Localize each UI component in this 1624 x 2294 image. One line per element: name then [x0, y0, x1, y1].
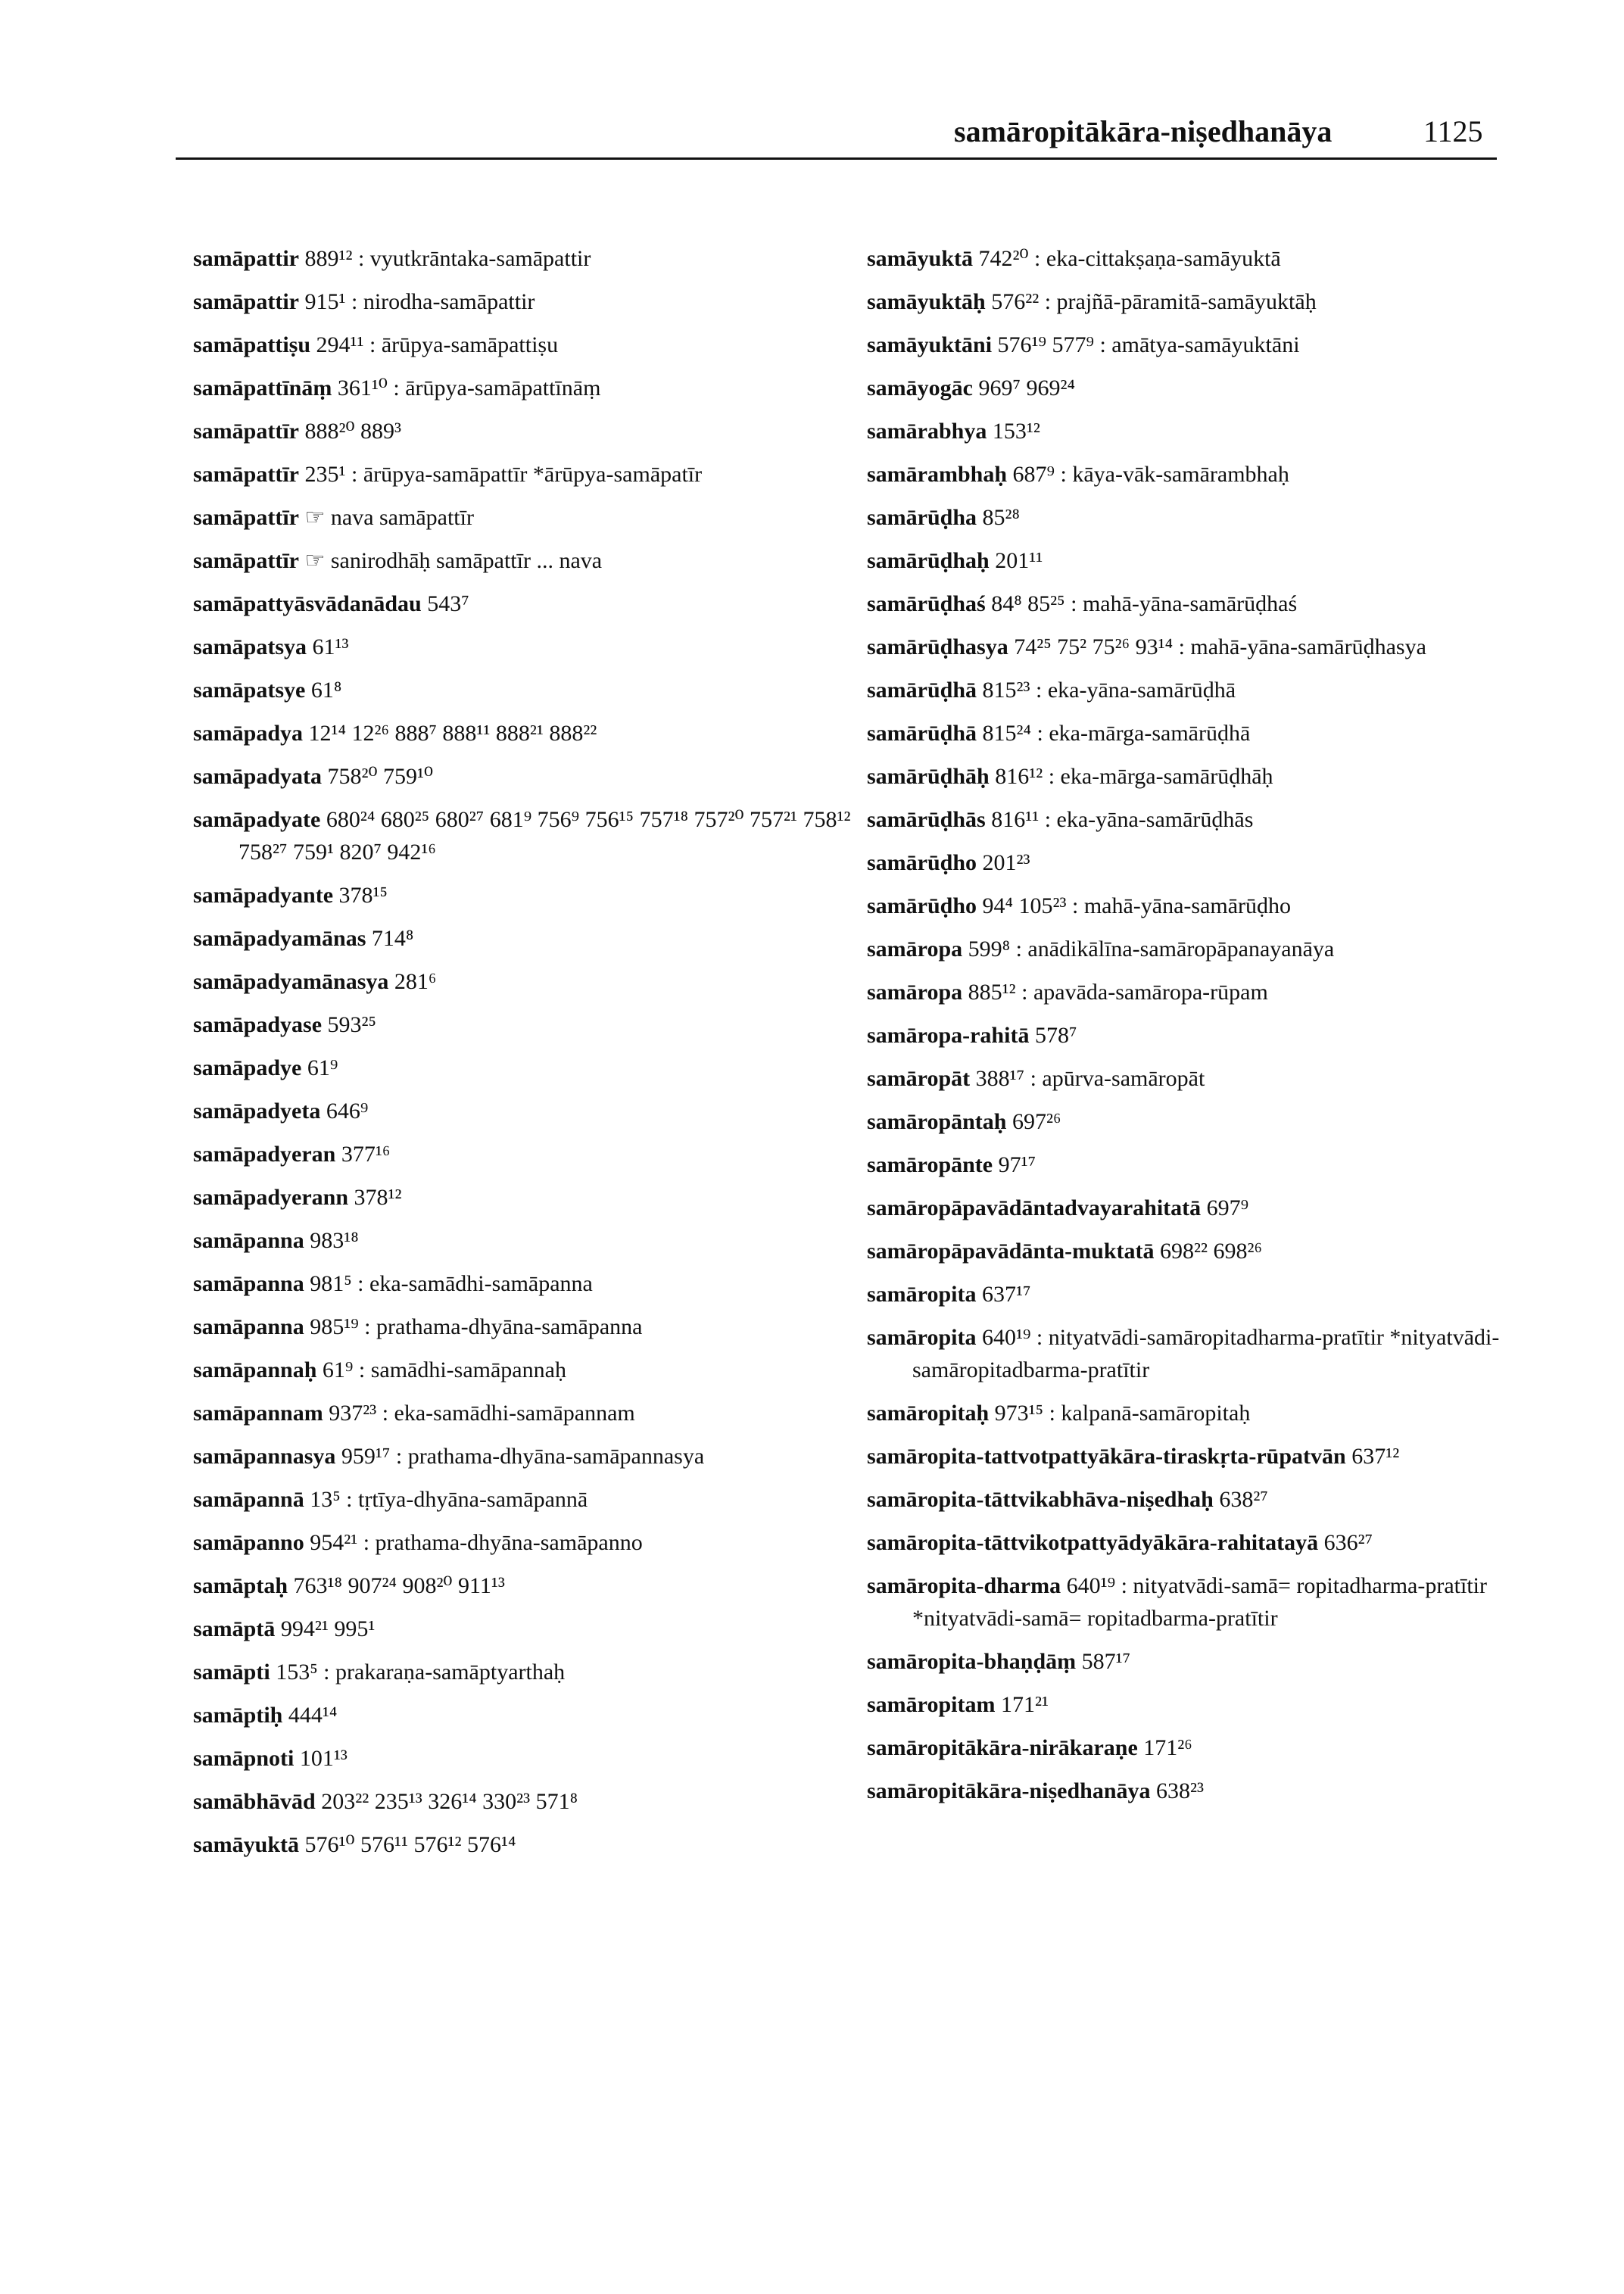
index-entry: [867, 1105, 1533, 1138]
index-entry: [193, 1742, 859, 1775]
index-entry: [867, 1526, 1533, 1559]
entry-headword: samāpadyeta: [193, 1099, 321, 1124]
entry-references: 294¹¹ : ārūpya-samāpattiṣu: [316, 332, 559, 357]
entry-references: 171²⁶: [1143, 1735, 1192, 1760]
index-entry: [867, 1483, 1533, 1516]
index-entry: [867, 1278, 1533, 1311]
entry-references: 973¹⁵ : kalpanā-samāropitaḥ: [994, 1401, 1251, 1426]
entry-references: 697⁹: [1206, 1195, 1249, 1220]
entry-headword: samāpadyeran: [193, 1142, 336, 1167]
entry-headword: samāpattīr: [193, 419, 299, 444]
index-entry: [867, 588, 1533, 620]
entry-headword: samārambhaḥ: [867, 462, 1008, 487]
index-entry: [867, 1149, 1533, 1181]
index-entry: [193, 1785, 859, 1818]
entry-headword: samāropitākāra-nirākaraṇe: [867, 1735, 1138, 1760]
entry-references: 889¹² : vyutkrāntaka-samāpattir: [304, 246, 591, 271]
entry-references: 235¹ : ārūpya-samāpattīr *ārūpya-samāpatīr: [304, 462, 703, 487]
index-entry: [193, 458, 859, 491]
right-column: [867, 242, 1533, 1818]
entry-headword: samāropita: [867, 1325, 977, 1350]
entry-headword: samāyuktā: [193, 1832, 300, 1857]
entry-references: 758²⁰ 759¹⁰: [327, 764, 434, 789]
entry-references: 281⁶: [394, 969, 437, 994]
entry-headword: samāpanna: [193, 1271, 304, 1296]
entry-headword: samāropita: [867, 1282, 977, 1307]
index-entry: [193, 1267, 859, 1300]
entry-references: 638²⁷: [1219, 1487, 1268, 1512]
entry-references: 698²² 698²⁶: [1160, 1239, 1262, 1264]
entry-headword: samāropita-bhaṇḍāṃ: [867, 1649, 1077, 1674]
entry-references: 636²⁷: [1323, 1530, 1373, 1555]
index-entry: [867, 846, 1533, 879]
entry-references: 94⁴ 105²³ : mahā-yāna-samārūḍho: [982, 893, 1292, 918]
entry-headword: samāptā: [193, 1616, 276, 1641]
entry-headword: samārūḍho: [867, 850, 977, 875]
entry-headword: samāpadyamānas: [193, 926, 366, 951]
index-entry: [193, 965, 859, 998]
entry-references: 61¹³: [312, 634, 349, 659]
entry-references: 637¹⁷: [981, 1282, 1031, 1307]
entry-headword: samāropa-rahitā: [867, 1023, 1030, 1048]
index-entry: [193, 922, 859, 955]
entry-references: 171²¹: [1000, 1692, 1049, 1717]
entry-references: 587¹⁷: [1081, 1649, 1131, 1674]
index-entry: [193, 1656, 859, 1688]
index-entry: [193, 501, 859, 534]
index-entry: [867, 760, 1533, 793]
entry-references: 593²⁵: [327, 1012, 376, 1037]
index-entry: [867, 803, 1533, 836]
entry-headword: samāpattīr: [193, 548, 299, 573]
entry-headword: samāpatsya: [193, 634, 307, 659]
entry-references: 981⁵ : eka-samādhi-samāpanna: [310, 1271, 593, 1296]
header-rule: [176, 157, 1497, 160]
index-entry: [867, 1440, 1533, 1473]
entry-headword: samāropitaḥ: [867, 1401, 990, 1426]
entry-headword: samārūḍhā: [867, 721, 977, 746]
entry-references: 885¹² : apavāda-samāropa-rūpam: [968, 980, 1268, 1005]
entry-headword: samāpannam: [193, 1401, 323, 1426]
entry-references: 714⁸: [371, 926, 414, 951]
entry-references: 576¹⁰ 576¹¹ 576¹² 576¹⁴: [304, 1832, 516, 1857]
entry-headword: samāpattiṣu: [193, 332, 311, 357]
entry-references: 954²¹ : prathama-dhyāna-samāpanno: [310, 1530, 643, 1555]
entry-references: 578⁷: [1034, 1023, 1077, 1048]
index-entry: [193, 372, 859, 404]
entry-references: 84⁸ 85²⁵ : mahā-yāna-samārūḍhaś: [991, 591, 1298, 616]
entry-references: 697²⁶: [1011, 1109, 1061, 1134]
entry-headword: samāpanna: [193, 1228, 304, 1253]
entry-headword: samāyogāc: [867, 376, 973, 401]
index-entry: [193, 879, 859, 912]
entry-headword: samāpatsye: [193, 678, 306, 703]
index-entry: [867, 242, 1533, 275]
entry-headword: samāpattir: [193, 246, 299, 271]
entry-references: 201²³: [982, 850, 1030, 875]
index-entry: [867, 415, 1533, 447]
entry-references: 203²² 235¹³ 326¹⁴ 330²³ 571⁸: [321, 1789, 578, 1814]
entry-headword: samārabhya: [867, 419, 987, 444]
entry-references: 985¹⁹ : prathama-dhyāna-samāpanna: [310, 1314, 643, 1339]
entry-headword: samāpattyāsvādanādau: [193, 591, 422, 616]
entry-references: 74²⁵ 75² 75²⁶ 93¹⁴ : mahā-yāna-samārūḍhasya: [1014, 634, 1426, 659]
entry-references: 915¹ : nirodha-samāpattir: [304, 289, 535, 314]
index-entry: [867, 1397, 1533, 1429]
index-entry: [867, 1321, 1533, 1386]
entry-references: 444¹⁴: [288, 1703, 338, 1728]
entry-headword: samāropita-tāttvikotpattyādyākāra-rahitatayā: [867, 1530, 1319, 1555]
entry-headword: samāpadyata: [193, 764, 323, 789]
entry-references: 646⁹: [326, 1099, 369, 1124]
index-entry: [867, 329, 1533, 361]
index-entry: [867, 933, 1533, 965]
entry-headword: samāpanno: [193, 1530, 304, 1555]
index-entry: [867, 631, 1533, 663]
index-entry: [867, 1775, 1533, 1807]
entry-headword: samāpadyante: [193, 883, 334, 908]
index-entry: [193, 717, 859, 750]
entry-references: 742²⁰ : eka-cittakṣaṇa-samāyuktā: [978, 246, 1281, 271]
entry-references: ☞ nava samāpattīr: [304, 505, 474, 530]
running-header: samāropitākāra-niṣedhanāya: [954, 114, 1333, 148]
index-entry: [193, 1828, 859, 1861]
entry-references: 13⁵ : tṛtīya-dhyāna-samāpannā: [310, 1487, 588, 1512]
entry-headword: samāpanna: [193, 1314, 304, 1339]
index-entry: [193, 285, 859, 318]
index-entry: [193, 415, 859, 447]
entry-references: 815²³ : eka-yāna-samārūḍhā: [982, 678, 1236, 703]
entry-headword: samārūḍhasya: [867, 634, 1008, 659]
entry-references: 85²⁸: [982, 505, 1020, 530]
entry-references: 201¹¹: [995, 548, 1043, 573]
entry-headword: samāropa: [867, 980, 963, 1005]
index-entry: [867, 1645, 1533, 1678]
index-entry: [867, 890, 1533, 922]
index-entry: [193, 588, 859, 620]
entry-references: ☞ sanirodhāḥ samāpattīr ... nava: [304, 548, 603, 573]
index-entry: [193, 242, 859, 275]
entry-headword: samārūḍhās: [867, 807, 986, 832]
entry-headword: samārūḍhaś: [867, 591, 986, 616]
index-entry: [193, 1354, 859, 1386]
entry-references: 680²⁴ 680²⁵ 680²⁷ 681⁹ 756⁹ 756¹⁵ 757¹⁸ 757²⁰ 757²¹ 758¹² 758²⁷ 759¹ 820⁷ 942¹⁶: [238, 807, 857, 865]
index-entry: [193, 329, 859, 361]
entry-headword: samārūḍhaḥ: [867, 548, 990, 573]
entry-headword: samāpattir: [193, 289, 299, 314]
index-entry: [867, 1235, 1533, 1267]
index-entry: [867, 501, 1533, 534]
entry-headword: samārūḍha: [867, 505, 977, 530]
entry-references: 153¹²: [992, 419, 1040, 444]
entry-headword: samāpadye: [193, 1055, 302, 1080]
entry-references: 638²³: [1156, 1778, 1205, 1803]
entry-headword: samāpadya: [193, 721, 304, 746]
entry-headword: samāptaḥ: [193, 1573, 288, 1598]
entry-references: 983¹⁸: [310, 1228, 359, 1253]
index-entry: [193, 1008, 859, 1041]
entry-headword: samāropāpavādānta-muktatā: [867, 1239, 1155, 1264]
index-entry: [193, 1052, 859, 1084]
entry-references: 969⁷ 969²⁴: [978, 376, 1075, 401]
index-entry: [193, 1138, 859, 1170]
entry-references: 576¹⁹ 577⁹ : amātya-samāyuktāni: [997, 332, 1300, 357]
left-column: [193, 242, 859, 1872]
entry-references: 153⁵ : prakaraṇa-samāptyarthaḥ: [276, 1660, 566, 1685]
entry-headword: samāpannā: [193, 1487, 304, 1512]
entry-references: 361¹⁰ : ārūpya-samāpattīnāṃ: [337, 376, 601, 401]
index-entry: [867, 976, 1533, 1008]
entry-references: 687⁹ : kāya-vāk-samārambhaḥ: [1012, 462, 1289, 487]
entry-headword: samābhāvād: [193, 1789, 316, 1814]
index-entry: [867, 285, 1533, 318]
entry-headword: samāpattīnāṃ: [193, 376, 332, 401]
entry-references: 599⁸ : anādikālīna-samāropāpanayanāya: [968, 937, 1335, 962]
entry-references: 378¹²: [354, 1185, 402, 1210]
entry-references: 640¹⁹ : nityatvādi-samāropitadharma-pratītir *nityatvādi-samāropitadbarma-pratītir: [912, 1325, 1500, 1382]
entry-references: 378¹⁵: [338, 883, 388, 908]
index-entry: [193, 1224, 859, 1257]
entry-references: 816¹² : eka-mārga-samārūḍhāḥ: [995, 764, 1273, 789]
index-entry: [193, 760, 859, 793]
index-entry: [867, 544, 1533, 577]
entry-references: 816¹¹ : eka-yāna-samārūḍhās: [991, 807, 1254, 832]
index-entry: [867, 1192, 1533, 1224]
index-entry: [867, 674, 1533, 706]
index-entry: [867, 372, 1533, 404]
index-entry: [193, 1397, 859, 1429]
entry-headword: samārūḍhāḥ: [867, 764, 990, 789]
index-entry: [193, 803, 859, 868]
entry-headword: samāpattīr: [193, 462, 299, 487]
entry-references: 576²² : prajñā-pāramitā-samāyuktāḥ: [991, 289, 1317, 314]
entry-headword: samāpadyamānasya: [193, 969, 389, 994]
entry-headword: samāropita-tāttvikabhāva-niṣedhaḥ: [867, 1487, 1214, 1512]
entry-headword: samāropita-tattvotpattyākāra-tiraskṛta-rūpatvān: [867, 1444, 1346, 1469]
entry-headword: samāropāntaḥ: [867, 1109, 1007, 1134]
index-entry: [867, 717, 1533, 750]
entry-references: 377¹⁶: [341, 1142, 391, 1167]
index-entry: [193, 1526, 859, 1559]
index-entry: [867, 1062, 1533, 1095]
entry-headword: samāyuktāni: [867, 332, 993, 357]
index-entry: [193, 1569, 859, 1602]
page-number: 1125: [1423, 114, 1483, 148]
index-entry: [867, 1569, 1533, 1635]
entry-references: 640¹⁹ : nityatvādi-samā= ropitadharma-pratītir *nityatvādi-samā= ropitadbarma-pratītir: [912, 1573, 1493, 1631]
entry-references: 388¹⁷ : apūrva-samāropāt: [975, 1066, 1205, 1091]
index-entry: [193, 1095, 859, 1127]
index-entry: [193, 544, 859, 577]
entry-references: 97¹⁷: [998, 1152, 1036, 1177]
entry-headword: samāpti: [193, 1660, 270, 1685]
entry-headword: samārūḍho: [867, 893, 977, 918]
index-entry: [867, 1019, 1533, 1052]
index-entry: [193, 1181, 859, 1214]
entry-references: 61⁹: [307, 1055, 338, 1080]
entry-references: 543⁷: [427, 591, 469, 616]
entry-headword: samāpnoti: [193, 1746, 295, 1771]
entry-headword: samāpadyerann: [193, 1185, 349, 1210]
entry-headword: samāpadyase: [193, 1012, 323, 1037]
entry-headword: samāropāpavādāntadvayarahitatā: [867, 1195, 1202, 1220]
index-entry: [193, 1483, 859, 1516]
entry-references: 763¹⁸ 907²⁴ 908²⁰ 911¹³: [293, 1573, 505, 1598]
entry-headword: samāpannasya: [193, 1444, 336, 1469]
entry-references: 637¹²: [1351, 1444, 1400, 1469]
index-entry: [193, 674, 859, 706]
entry-headword: samāyuktā: [867, 246, 974, 271]
entry-headword: samāpadyate: [193, 807, 321, 832]
entry-headword: samāpannaḥ: [193, 1357, 317, 1382]
entry-headword: samāropāt: [867, 1066, 971, 1091]
entry-headword: samāropita-dharma: [867, 1573, 1061, 1598]
entry-headword: samāropa: [867, 937, 963, 962]
index-entry: [867, 1688, 1533, 1721]
index-entry: [193, 1440, 859, 1473]
entry-headword: samāyuktāḥ: [867, 289, 986, 314]
entry-references: 888²⁰ 889³: [304, 419, 401, 444]
index-entry: [867, 458, 1533, 491]
entry-references: 937²³ : eka-samādhi-samāpannam: [329, 1401, 635, 1426]
index-entry: [193, 1699, 859, 1731]
index-entry: [193, 631, 859, 663]
entry-references: 12¹⁴ 12²⁶ 888⁷ 888¹¹ 888²¹ 888²²: [308, 721, 597, 746]
entry-references: 994²¹ 995¹: [280, 1616, 376, 1641]
index-entry: [193, 1613, 859, 1645]
entry-references: 815²⁴ : eka-mārga-samārūḍhā: [982, 721, 1251, 746]
entry-references: 101¹³: [299, 1746, 348, 1771]
entry-references: 61⁹ : samādhi-samāpannaḥ: [322, 1357, 566, 1382]
entry-headword: samāpattīr: [193, 505, 299, 530]
entry-headword: samāropitākāra-niṣedhanāya: [867, 1778, 1151, 1803]
entry-headword: samārūḍhā: [867, 678, 977, 703]
entry-references: 959¹⁷ : prathama-dhyāna-samāpannasya: [341, 1444, 705, 1469]
index-entry: [193, 1311, 859, 1343]
entry-references: 61⁸: [310, 678, 342, 703]
entry-headword: samāptiḥ: [193, 1703, 283, 1728]
entry-headword: samāropitam: [867, 1692, 996, 1717]
entry-headword: samāropānte: [867, 1152, 993, 1177]
index-entry: [867, 1731, 1533, 1764]
